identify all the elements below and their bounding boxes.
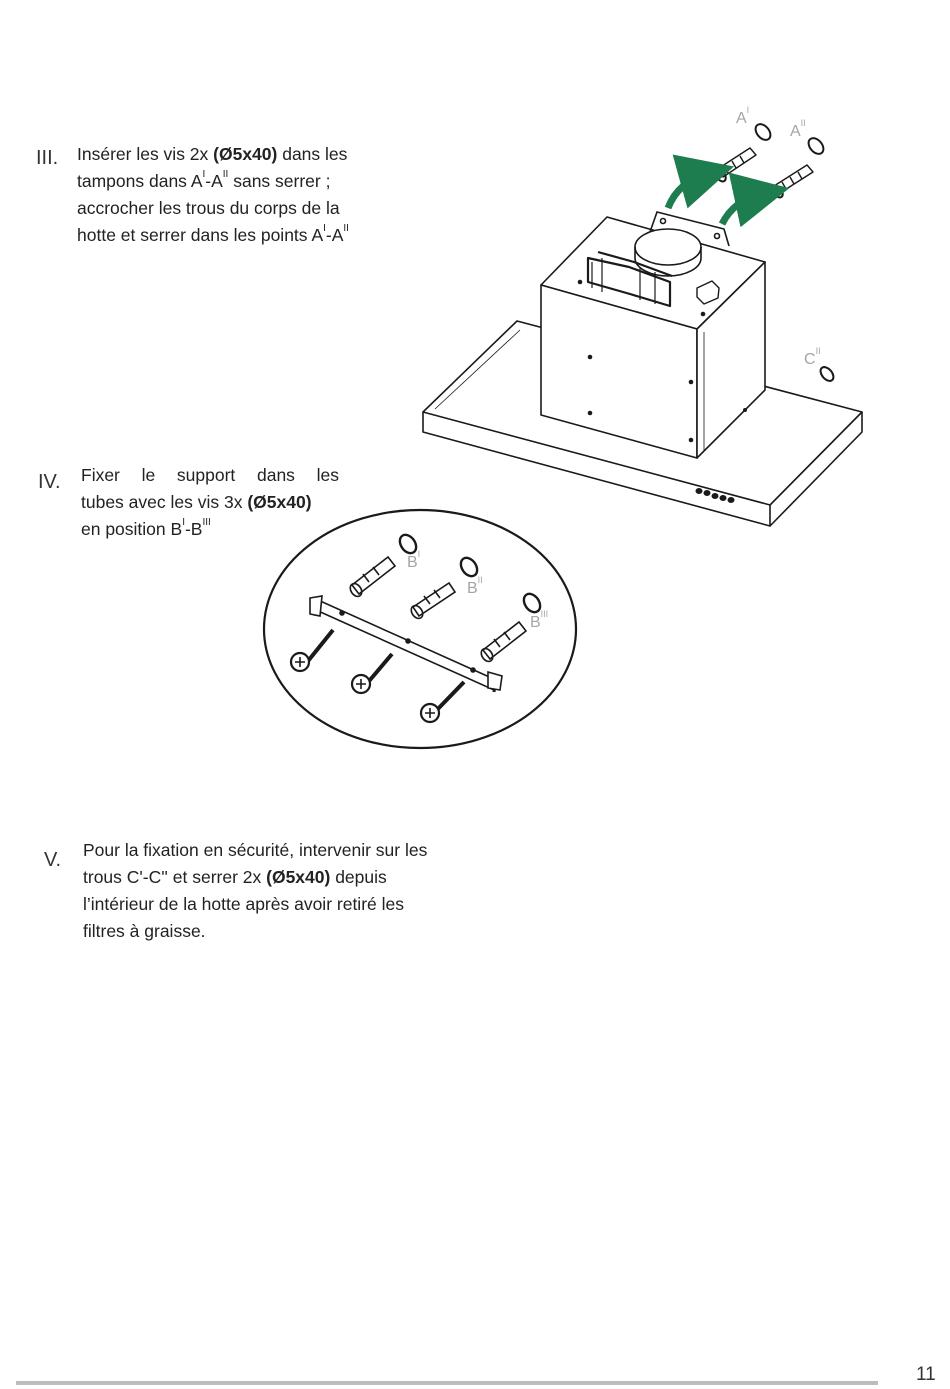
step-iv-line-3: en position $B^I-B^{III}$ — [81, 517, 211, 539]
step-iii-line-4: hotte et serrer dans les points $A^I-A^{II}$ — [77, 223, 349, 245]
step-iii-line-3: accrocher les trous du corps de la — [77, 198, 340, 218]
screw-spec: (Ø5x40) — [247, 492, 312, 512]
page-number: 11 — [916, 1364, 936, 1385]
step-iv-line-2: tubes avec les vis 3x (Ø5x40) — [81, 492, 312, 512]
label-a1: $A^I$ — [736, 104, 750, 127]
label-a2: $A^{II}$ — [790, 117, 806, 140]
step-v-line-1: Pour la fixation en sécurité, intervenir sur les — [83, 840, 428, 860]
step-v-line-3: l’intérieur de la hotte après avoir retiré les — [83, 894, 404, 914]
label-c2: $C^{II}$ — [804, 345, 821, 368]
step-number-v: V. — [44, 849, 62, 871]
step-number-iii: III. — [36, 147, 59, 169]
screw-spec: (Ø5x40) — [266, 867, 331, 887]
step-iv-line-1: Fixer le support dans les — [81, 465, 339, 485]
step-v-line-2: trous C'-C'' et serrer 2x (Ø5x40) depuis — [83, 867, 387, 887]
step-number-iv: IV. — [38, 471, 61, 493]
screw-spec: (Ø5x40) — [213, 144, 278, 164]
label-b2: $B^{II}$ — [467, 574, 483, 597]
step-iii-line-2: tampons dans $A^I-A^{II}$ sans serrer ; — [77, 169, 331, 191]
label-b3: $B^{III}$ — [530, 608, 549, 631]
step-iii-line-1: Insérer les vis 2x (Ø5x40) dans les — [77, 144, 348, 164]
label-b1: $B^I$ — [407, 548, 421, 571]
step-v-line-4: filtres à graisse. — [83, 921, 206, 941]
footer-rule — [16, 1381, 878, 1385]
